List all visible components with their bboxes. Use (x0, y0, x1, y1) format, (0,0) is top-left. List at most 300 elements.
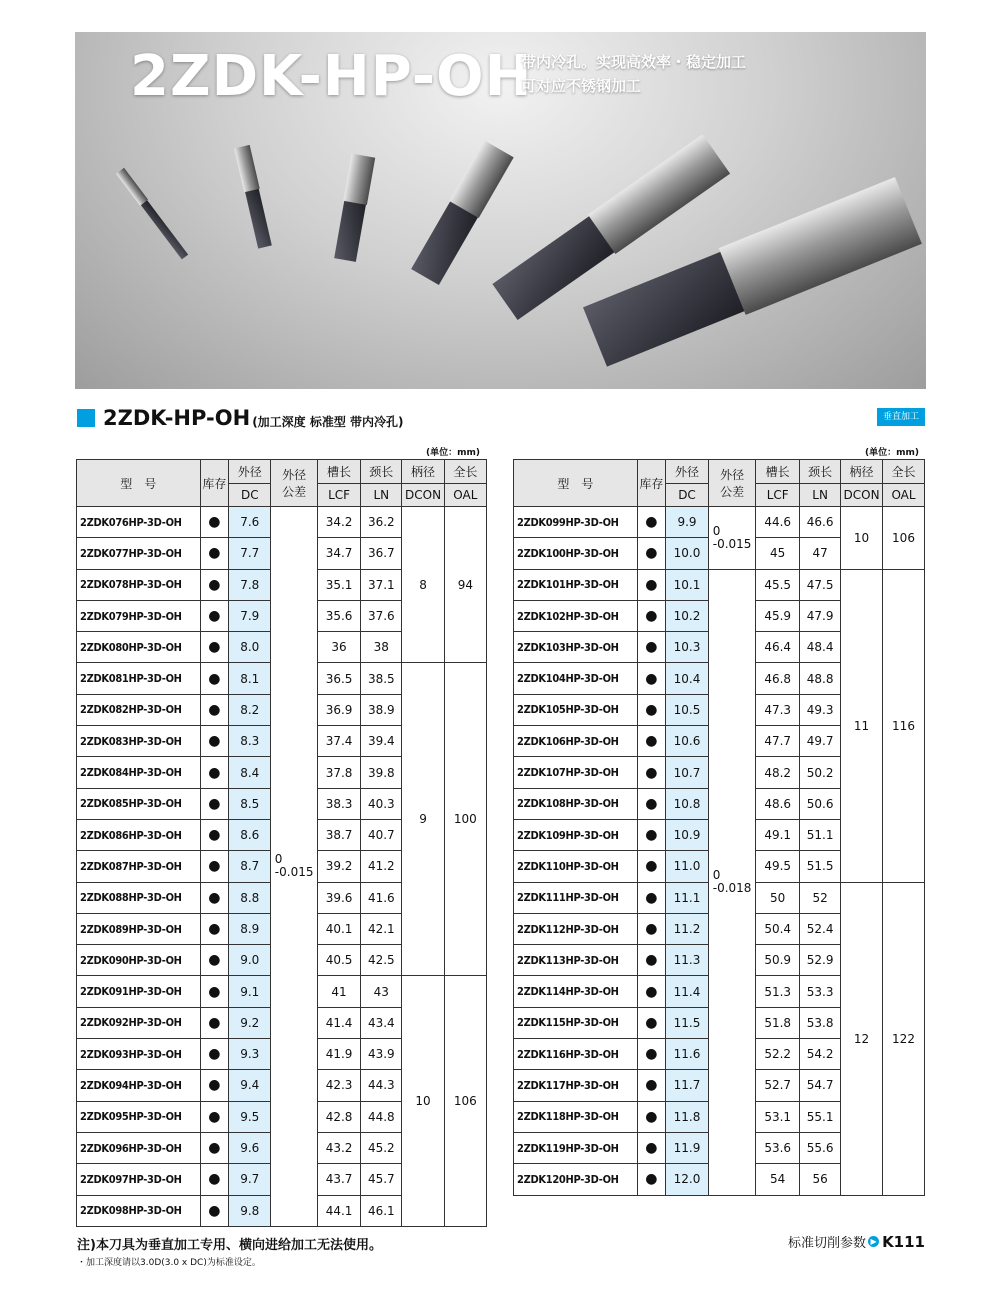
unit-label-right: (单位：mm) (865, 448, 919, 458)
dc-value: 11.7 (666, 1070, 709, 1101)
lcf-value: 45.5 (756, 569, 800, 600)
page-reference[interactable]: K111 (882, 1232, 925, 1251)
lcf-value: 38.7 (317, 819, 360, 850)
dc-value: 12.0 (666, 1164, 709, 1195)
model-number: 2ZDK096HP-3D-OH (77, 1132, 201, 1163)
lcf-value: 35.1 (317, 569, 360, 600)
model-number: 2ZDK103HP-3D-OH (514, 632, 638, 663)
ln-value: 49.3 (800, 694, 841, 725)
model-number: 2ZDK118HP-3D-OH (514, 1101, 638, 1132)
ln-value: 48.8 (800, 663, 841, 694)
model-number: 2ZDK119HP-3D-OH (514, 1132, 638, 1163)
ln-value: 41.6 (361, 882, 402, 913)
dc-value: 10.3 (666, 632, 709, 663)
header-tol-line1: 外径 (720, 468, 745, 482)
oal-value: 100 (444, 663, 486, 976)
dc-value: 8.9 (229, 913, 271, 944)
ln-value: 46.1 (361, 1195, 402, 1226)
dcon-value: 12 (841, 882, 883, 1195)
header-dc: DC (229, 483, 271, 507)
ln-value: 43.4 (361, 1007, 402, 1038)
dc-value: 8.8 (229, 882, 271, 913)
tolerance-cell (709, 569, 756, 1195)
stock-indicator: ● (637, 600, 665, 631)
model-number: 2ZDK098HP-3D-OH (77, 1195, 201, 1226)
header-lcf-cn: 槽长 (317, 460, 360, 484)
hero-tagline-line2: 可对应不锈钢加工 (521, 77, 642, 95)
tolerance-cell (709, 507, 756, 570)
lcf-value: 48.2 (756, 757, 800, 788)
header-oal: OAL (883, 483, 925, 507)
dc-value: 11.1 (666, 882, 709, 913)
dc-value: 8.6 (229, 819, 271, 850)
stock-indicator: ● (200, 600, 229, 631)
ln-value: 47 (800, 538, 841, 569)
lcf-value: 34.7 (317, 538, 360, 569)
oal-value: 116 (883, 569, 925, 882)
ln-value: 48.4 (800, 632, 841, 663)
ln-value: 52.9 (800, 945, 841, 976)
header-tol-line2: 公差 (720, 485, 745, 499)
stock-indicator: ● (200, 1070, 229, 1101)
dc-value: 9.5 (229, 1101, 271, 1132)
stock-indicator: ● (200, 1101, 229, 1132)
ln-value: 54.7 (800, 1070, 841, 1101)
lcf-value: 41.4 (317, 1007, 360, 1038)
lcf-value: 38.3 (317, 788, 360, 819)
ln-value: 51.5 (800, 851, 841, 882)
tolerance-cell (271, 507, 317, 1227)
stock-indicator: ● (637, 976, 665, 1007)
dc-value: 9.0 (229, 945, 271, 976)
ln-value: 38.5 (361, 663, 402, 694)
stock-indicator: ● (637, 632, 665, 663)
lcf-value: 34.2 (317, 507, 360, 538)
stock-indicator: ● (200, 976, 229, 1007)
model-number: 2ZDK095HP-3D-OH (77, 1101, 201, 1132)
oal-value: 122 (883, 882, 925, 1195)
stock-indicator: ● (637, 569, 665, 600)
header-dcon-cn: 柄径 (841, 460, 883, 484)
stock-indicator: ● (200, 757, 229, 788)
stock-indicator: ● (637, 1132, 665, 1163)
header-dc-cn: 外径 (229, 460, 271, 484)
lcf-value: 53.1 (756, 1101, 800, 1132)
lcf-value: 47.7 (756, 726, 800, 757)
stock-indicator: ● (637, 757, 665, 788)
dc-value: 10.5 (666, 694, 709, 725)
spec-table-right-body (514, 507, 925, 1196)
model-number: 2ZDK112HP-3D-OH (514, 913, 638, 944)
lcf-value: 51.3 (756, 976, 800, 1007)
ln-value: 45.7 (361, 1164, 402, 1195)
model-number: 2ZDK086HP-3D-OH (77, 819, 201, 850)
dcon-value: 11 (841, 569, 883, 882)
model-number: 2ZDK088HP-3D-OH (77, 882, 201, 913)
oal-value: 106 (444, 976, 486, 1226)
hero-banner (75, 32, 926, 389)
header-dc: DC (666, 483, 709, 507)
tolerance-lower: -0.015 (712, 536, 752, 551)
ln-value: 37.1 (361, 569, 402, 600)
model-number: 2ZDK117HP-3D-OH (514, 1070, 638, 1101)
stock-indicator: ● (637, 788, 665, 819)
header-ln: LN (361, 483, 402, 507)
stock-indicator: ● (637, 1101, 665, 1132)
ln-value: 55.6 (800, 1132, 841, 1163)
lcf-value: 47.3 (756, 694, 800, 725)
stock-indicator: ● (637, 913, 665, 944)
lcf-value: 42.3 (317, 1070, 360, 1101)
header-lcf: LCF (756, 483, 800, 507)
header-model: 型 号 (514, 460, 638, 507)
model-number: 2ZDK090HP-3D-OH (77, 945, 201, 976)
dc-value: 11.3 (666, 945, 709, 976)
lcf-value: 52.2 (756, 1039, 800, 1070)
model-number: 2ZDK080HP-3D-OH (77, 632, 201, 663)
tolerance-value (713, 869, 752, 895)
stock-indicator: ● (200, 1039, 229, 1070)
model-number: 2ZDK089HP-3D-OH (77, 913, 201, 944)
lcf-value: 41.9 (317, 1039, 360, 1070)
stock-indicator: ● (200, 1007, 229, 1038)
ln-value: 54.2 (800, 1039, 841, 1070)
stock-indicator: ● (200, 819, 229, 850)
ln-value: 38 (361, 632, 402, 663)
lcf-value: 54 (756, 1164, 800, 1195)
section-subtitle: (加工深度 标准型 带内冷孔) (252, 414, 404, 429)
spec-table-right (513, 459, 925, 1196)
header-oal-cn: 全长 (883, 460, 925, 484)
model-number: 2ZDK116HP-3D-OH (514, 1039, 638, 1070)
lcf-value: 43.2 (317, 1132, 360, 1163)
model-number: 2ZDK104HP-3D-OH (514, 663, 638, 694)
lcf-value: 50.4 (756, 913, 800, 944)
model-number: 2ZDK106HP-3D-OH (514, 726, 638, 757)
stock-indicator: ● (637, 819, 665, 850)
dc-value: 11.9 (666, 1132, 709, 1163)
ln-value: 50.2 (800, 757, 841, 788)
model-number: 2ZDK115HP-3D-OH (514, 1007, 638, 1038)
dc-value: 8.4 (229, 757, 271, 788)
model-number: 2ZDK076HP-3D-OH (77, 507, 201, 538)
table-row (514, 507, 925, 538)
lcf-value: 50 (756, 882, 800, 913)
ln-value: 51.1 (800, 819, 841, 850)
tolerance-upper: 0 (712, 868, 721, 883)
lcf-value: 52.7 (756, 1070, 800, 1101)
model-number: 2ZDK114HP-3D-OH (514, 976, 638, 1007)
depth-note: ・加工深度请以3.0D(3.0 x DC)为标准设定。 (77, 1258, 261, 1268)
dc-value: 9.7 (229, 1164, 271, 1195)
lcf-value: 46.8 (756, 663, 800, 694)
lcf-value: 49.5 (756, 851, 800, 882)
stock-indicator: ● (200, 663, 229, 694)
dcon-value: 9 (402, 663, 444, 976)
model-number: 2ZDK107HP-3D-OH (514, 757, 638, 788)
header-dcon: DCON (841, 483, 883, 507)
stock-indicator: ● (637, 694, 665, 725)
dc-value: 8.0 (229, 632, 271, 663)
dc-value: 11.8 (666, 1101, 709, 1132)
usage-note: 注)本刀具为垂直加工专用、横向进给加工无法使用。 (77, 1238, 382, 1253)
ln-value: 53.3 (800, 976, 841, 1007)
dc-value: 10.7 (666, 757, 709, 788)
stock-indicator: ● (200, 1132, 229, 1163)
ln-value: 44.8 (361, 1101, 402, 1132)
stock-indicator: ● (637, 1039, 665, 1070)
hero-tagline (521, 50, 746, 98)
model-number: 2ZDK108HP-3D-OH (514, 788, 638, 819)
ln-value: 40.7 (361, 819, 402, 850)
arrow-right-icon: ▶ (868, 1236, 879, 1247)
stock-indicator: ● (200, 1195, 229, 1226)
stock-indicator: ● (200, 882, 229, 913)
dc-value: 8.2 (229, 694, 271, 725)
lcf-value: 36 (317, 632, 360, 663)
dc-value: 9.1 (229, 976, 271, 1007)
model-number: 2ZDK113HP-3D-OH (514, 945, 638, 976)
header-lcf: LCF (317, 483, 360, 507)
dc-value: 10.4 (666, 663, 709, 694)
header-dcon: DCON (402, 483, 444, 507)
model-number: 2ZDK094HP-3D-OH (77, 1070, 201, 1101)
tolerance-value (713, 525, 752, 551)
ln-value: 36.2 (361, 507, 402, 538)
dcon-value: 8 (402, 507, 444, 663)
lcf-value: 40.1 (317, 913, 360, 944)
lcf-value: 37.8 (317, 757, 360, 788)
lcf-value: 50.9 (756, 945, 800, 976)
header-ln-cn: 颈长 (800, 460, 841, 484)
lcf-value: 44.1 (317, 1195, 360, 1226)
dc-value: 10.2 (666, 600, 709, 631)
cutting-conditions-label: 标准切削参数 (788, 1236, 867, 1251)
lcf-value: 39.6 (317, 882, 360, 913)
header-tolerance (709, 460, 756, 507)
dc-value: 9.2 (229, 1007, 271, 1038)
dc-value: 8.7 (229, 851, 271, 882)
dc-value: 7.6 (229, 507, 271, 538)
table-row (514, 569, 925, 600)
ln-value: 43.9 (361, 1039, 402, 1070)
dc-value: 8.1 (229, 663, 271, 694)
tolerance-upper: 0 (274, 852, 283, 867)
ln-value: 52 (800, 882, 841, 913)
model-number: 2ZDK079HP-3D-OH (77, 600, 201, 631)
ln-value: 41.2 (361, 851, 402, 882)
dc-value: 11.5 (666, 1007, 709, 1038)
dc-value: 10.8 (666, 788, 709, 819)
model-number: 2ZDK097HP-3D-OH (77, 1164, 201, 1195)
header-tol-line2: 公差 (282, 485, 307, 499)
dc-value: 10.9 (666, 819, 709, 850)
dc-value: 11.0 (666, 851, 709, 882)
lcf-value: 37.4 (317, 726, 360, 757)
header-ln-cn: 颈长 (361, 460, 402, 484)
model-number: 2ZDK102HP-3D-OH (514, 600, 638, 631)
stock-indicator: ● (637, 1070, 665, 1101)
stock-indicator: ● (637, 1164, 665, 1195)
stock-indicator: ● (637, 945, 665, 976)
stock-indicator: ● (200, 1164, 229, 1195)
stock-indicator: ● (200, 507, 229, 538)
header-ln: LN (800, 483, 841, 507)
stock-indicator: ● (200, 538, 229, 569)
stock-indicator: ● (637, 851, 665, 882)
stock-indicator: ● (637, 538, 665, 569)
ln-value: 42.1 (361, 913, 402, 944)
dc-value: 9.3 (229, 1039, 271, 1070)
lcf-value: 53.6 (756, 1132, 800, 1163)
stock-indicator: ● (200, 632, 229, 663)
model-number: 2ZDK105HP-3D-OH (514, 694, 638, 725)
header-tolerance (271, 460, 317, 507)
spec-table-left (76, 459, 487, 1227)
oal-value: 106 (883, 507, 925, 570)
tolerance-value (275, 853, 314, 879)
model-number: 2ZDK093HP-3D-OH (77, 1039, 201, 1070)
model-number: 2ZDK085HP-3D-OH (77, 788, 201, 819)
dc-value: 10.6 (666, 726, 709, 757)
dc-value: 11.2 (666, 913, 709, 944)
vertical-machining-badge: 垂直加工 (877, 408, 925, 426)
lcf-value: 49.1 (756, 819, 800, 850)
model-number: 2ZDK109HP-3D-OH (514, 819, 638, 850)
stock-indicator: ● (200, 726, 229, 757)
tolerance-lower: -0.018 (712, 881, 752, 896)
ln-value: 55.1 (800, 1101, 841, 1132)
lcf-value: 51.8 (756, 1007, 800, 1038)
dc-value: 9.9 (666, 507, 709, 538)
dc-value: 7.8 (229, 569, 271, 600)
dc-value: 7.9 (229, 600, 271, 631)
lcf-value: 43.7 (317, 1164, 360, 1195)
tolerance-lower: -0.015 (274, 865, 314, 880)
cutting-conditions-link[interactable] (788, 1232, 925, 1251)
lcf-value: 45 (756, 538, 800, 569)
stock-indicator: ● (637, 882, 665, 913)
lcf-value: 39.2 (317, 851, 360, 882)
ln-value: 47.5 (800, 569, 841, 600)
header-dc-cn: 外径 (666, 460, 709, 484)
section-title: 2ZDK-HP-OH (103, 406, 251, 430)
dc-value: 7.7 (229, 538, 271, 569)
ln-value: 45.2 (361, 1132, 402, 1163)
ln-value: 38.9 (361, 694, 402, 725)
stock-indicator: ● (637, 663, 665, 694)
hero-title: 2ZDK-HP-OH (130, 44, 533, 109)
dc-value: 9.4 (229, 1070, 271, 1101)
dc-value: 11.6 (666, 1039, 709, 1070)
ln-value: 49.7 (800, 726, 841, 757)
dcon-value: 10 (841, 507, 883, 570)
header-model: 型 号 (77, 460, 201, 507)
ln-value: 50.6 (800, 788, 841, 819)
model-number: 2ZDK077HP-3D-OH (77, 538, 201, 569)
model-number: 2ZDK082HP-3D-OH (77, 694, 201, 725)
stock-indicator: ● (200, 788, 229, 819)
model-number: 2ZDK083HP-3D-OH (77, 726, 201, 757)
spec-table-left-body (77, 507, 487, 1227)
lcf-value: 35.6 (317, 600, 360, 631)
header-stock: 库存 (200, 460, 229, 507)
lcf-value: 48.6 (756, 788, 800, 819)
header-lcf-cn: 槽长 (756, 460, 800, 484)
model-number: 2ZDK120HP-3D-OH (514, 1164, 638, 1195)
stock-indicator: ● (200, 694, 229, 725)
model-number: 2ZDK091HP-3D-OH (77, 976, 201, 1007)
dc-value: 10.0 (666, 538, 709, 569)
header-tol-line1: 外径 (282, 468, 307, 482)
ln-value: 40.3 (361, 788, 402, 819)
lcf-value: 42.8 (317, 1101, 360, 1132)
stock-indicator: ● (637, 507, 665, 538)
model-number: 2ZDK101HP-3D-OH (514, 569, 638, 600)
dc-value: 9.8 (229, 1195, 271, 1226)
lcf-value: 36.5 (317, 663, 360, 694)
stock-indicator: ● (200, 945, 229, 976)
dc-value: 8.5 (229, 788, 271, 819)
dc-value: 10.1 (666, 569, 709, 600)
model-number: 2ZDK099HP-3D-OH (514, 507, 638, 538)
stock-indicator: ● (637, 1007, 665, 1038)
dc-value: 8.3 (229, 726, 271, 757)
stock-indicator: ● (200, 851, 229, 882)
ln-value: 44.3 (361, 1070, 402, 1101)
tolerance-upper: 0 (712, 523, 721, 538)
hero-tagline-line1: 带内冷孔。实现高效率・稳定加工 (521, 53, 747, 71)
ln-value: 39.4 (361, 726, 402, 757)
ln-value: 52.4 (800, 913, 841, 944)
lcf-value: 40.5 (317, 945, 360, 976)
oal-value: 94 (444, 507, 486, 663)
model-number: 2ZDK081HP-3D-OH (77, 663, 201, 694)
table-row (77, 507, 487, 538)
model-number: 2ZDK100HP-3D-OH (514, 538, 638, 569)
model-number: 2ZDK084HP-3D-OH (77, 757, 201, 788)
ln-value: 43 (361, 976, 402, 1007)
stock-indicator: ● (200, 569, 229, 600)
stock-indicator: ● (637, 726, 665, 757)
square-bullet-icon (77, 409, 95, 427)
model-number: 2ZDK110HP-3D-OH (514, 851, 638, 882)
ln-value: 56 (800, 1164, 841, 1195)
lcf-value: 41 (317, 976, 360, 1007)
ln-value: 36.7 (361, 538, 402, 569)
dc-value: 9.6 (229, 1132, 271, 1163)
ln-value: 42.5 (361, 945, 402, 976)
dcon-value: 10 (402, 976, 444, 1226)
header-oal: OAL (444, 483, 486, 507)
ln-value: 37.6 (361, 600, 402, 631)
header-stock: 库存 (637, 460, 665, 507)
header-dcon-cn: 柄径 (402, 460, 444, 484)
header-oal-cn: 全长 (444, 460, 486, 484)
lcf-value: 45.9 (756, 600, 800, 631)
model-number: 2ZDK078HP-3D-OH (77, 569, 201, 600)
lcf-value: 36.9 (317, 694, 360, 725)
model-number: 2ZDK092HP-3D-OH (77, 1007, 201, 1038)
model-number: 2ZDK111HP-3D-OH (514, 882, 638, 913)
lcf-value: 44.6 (756, 507, 800, 538)
stock-indicator: ● (200, 913, 229, 944)
dc-value: 11.4 (666, 976, 709, 1007)
lcf-value: 46.4 (756, 632, 800, 663)
section-header (77, 405, 404, 431)
ln-value: 53.8 (800, 1007, 841, 1038)
ln-value: 46.6 (800, 507, 841, 538)
